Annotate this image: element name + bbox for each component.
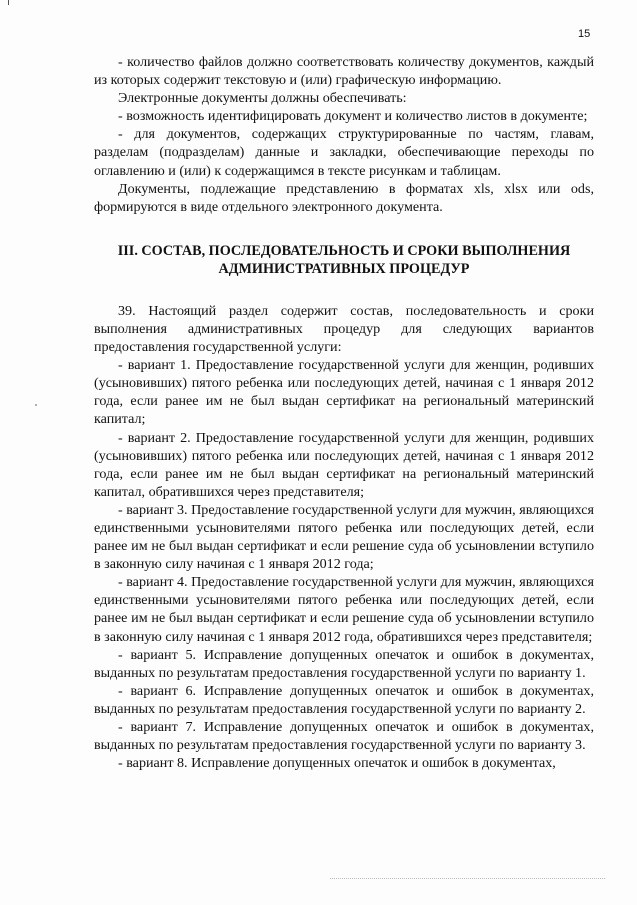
scan-speck: [35, 404, 37, 406]
variant-item: - вариант 3. Предоставление государственной услуги для мужчин, являющихся единственными усыновителями пятого ребенка или последующих детей, если ранее им не был выдан сертификат и если решение суда об усыновлении вступило в законную силу начиная с 1 января 2012 года;: [94, 501, 594, 573]
variant-item: - вариант 5. Исправление допущенных опечаток и ошибок в документах, выданных по результатам предоставления государственной услуги по варианту 1.: [94, 646, 594, 681]
body-paragraph: 39. Настоящий раздел содержит состав, последовательность и сроки выполнения административных процедур для следующих вариантов предоставления государственной услуги:: [94, 302, 594, 356]
variant-item: - вариант 7. Исправление допущенных опечаток и ошибок в документах, выданных по результатам предоставления государственной услуги по варианту 3.: [94, 719, 594, 754]
variant-item: - вариант 4. Предоставление государственной услуги для мужчин, являющихся единственными усыновителями пятого ребенка или последующих детей, если ранее им не был выдан сертификат и если решение суда об усыновлении вступило в законную силу начиная с 1 января 2012 года, обратившихся через представителя;: [94, 574, 594, 645]
page-number: 15: [578, 28, 591, 40]
variant-item: - вариант 2. Предоставление государственной услуги для женщин, родивших (усыновивших) пятого ребенка или последующих детей, начиная с 1 января 2012 года, если ранее им не был выдан сертификат на региональный материнский капитал, обратившихся через представителя;: [94, 429, 594, 500]
footer-dotted-line: [330, 878, 605, 879]
section-heading: [94, 242, 594, 278]
intro-paragraph: - для документов, содержащих структурированные по частям, главам, разделам (подразделам) данные и закладки, обеспечивающие переходы по оглавлению и (или) к содержащимся в тексте рисункам и таблицам.: [94, 126, 594, 179]
document-body: [94, 53, 594, 772]
scan-edge-mark: [8, 0, 9, 5]
section-heading-line-2: АДМИНИСТРАТИВНЫХ ПРОЦЕДУР: [218, 260, 470, 277]
variant-item: - вариант 1. Предоставление государственной услуги для женщин, родивших (усыновивших) пятого ребенка или последующих детей, начиная с 1 января 2012 года, если ранее им не был выдан сертификат на региональный материнский капитал;: [94, 357, 594, 428]
intro-paragraph: - количество файлов должно соответствовать количеству документов, каждый из которых содержит текстовую и (или) графическую информацию.: [94, 54, 594, 89]
variant-item: - вариант 8. Исправление допущенных опечаток и ошибок в документах,: [118, 755, 556, 772]
section-heading-line-1: III. СОСТАВ, ПОСЛЕДОВАТЕЛЬНОСТЬ И СРОКИ ВЫПОЛНЕНИЯ: [117, 242, 571, 259]
intro-paragraph: - возможность идентифицировать документ и количество листов в документе;: [118, 108, 588, 125]
intro-paragraph: Электронные документы должны обеспечивать:: [118, 90, 407, 107]
variant-item: - вариант 6. Исправление допущенных опечаток и ошибок в документах, выданных по результатам предоставления государственной услуги по варианту 2.: [94, 682, 594, 717]
intro-paragraph: Документы, подлежащие представлению в форматах xls, xlsx или ods, формируются в виде отдельного электронного документа.: [94, 180, 594, 215]
